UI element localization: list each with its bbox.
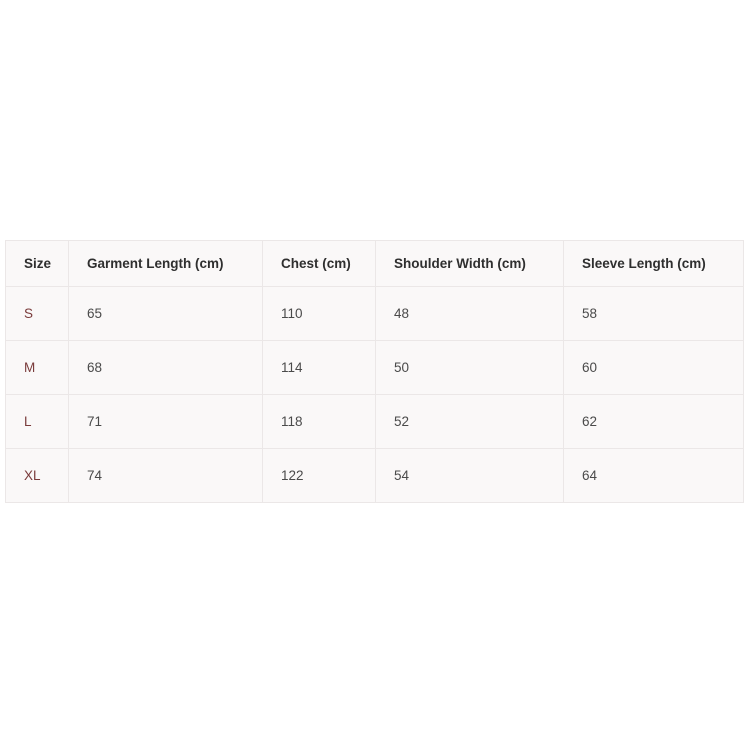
table-body [6,287,744,503]
column-header-sleeve-length: Sleeve Length (cm) [564,241,744,287]
cell-chest: 110 [263,287,376,341]
cell-size: S [6,287,69,341]
cell-garment-length: 68 [69,341,263,395]
table-row [6,341,744,395]
table-row [6,395,744,449]
table-header [6,241,744,287]
cell-shoulder-width: 54 [376,449,564,503]
column-header-shoulder-width: Shoulder Width (cm) [376,241,564,287]
column-header-chest: Chest (cm) [263,241,376,287]
cell-sleeve-length: 64 [564,449,744,503]
cell-chest: 118 [263,395,376,449]
table-row [6,449,744,503]
size-chart-container [5,240,743,503]
cell-shoulder-width: 50 [376,341,564,395]
cell-sleeve-length: 58 [564,287,744,341]
cell-chest: 122 [263,449,376,503]
cell-shoulder-width: 48 [376,287,564,341]
cell-size: L [6,395,69,449]
table-row [6,287,744,341]
cell-size: M [6,341,69,395]
cell-garment-length: 74 [69,449,263,503]
column-header-size: Size [6,241,69,287]
cell-sleeve-length: 62 [564,395,744,449]
cell-garment-length: 71 [69,395,263,449]
cell-chest: 114 [263,341,376,395]
cell-shoulder-width: 52 [376,395,564,449]
table-header-row [6,241,744,287]
column-header-garment-length: Garment Length (cm) [69,241,263,287]
cell-size: XL [6,449,69,503]
cell-sleeve-length: 60 [564,341,744,395]
cell-garment-length: 65 [69,287,263,341]
size-chart-table [5,240,744,503]
